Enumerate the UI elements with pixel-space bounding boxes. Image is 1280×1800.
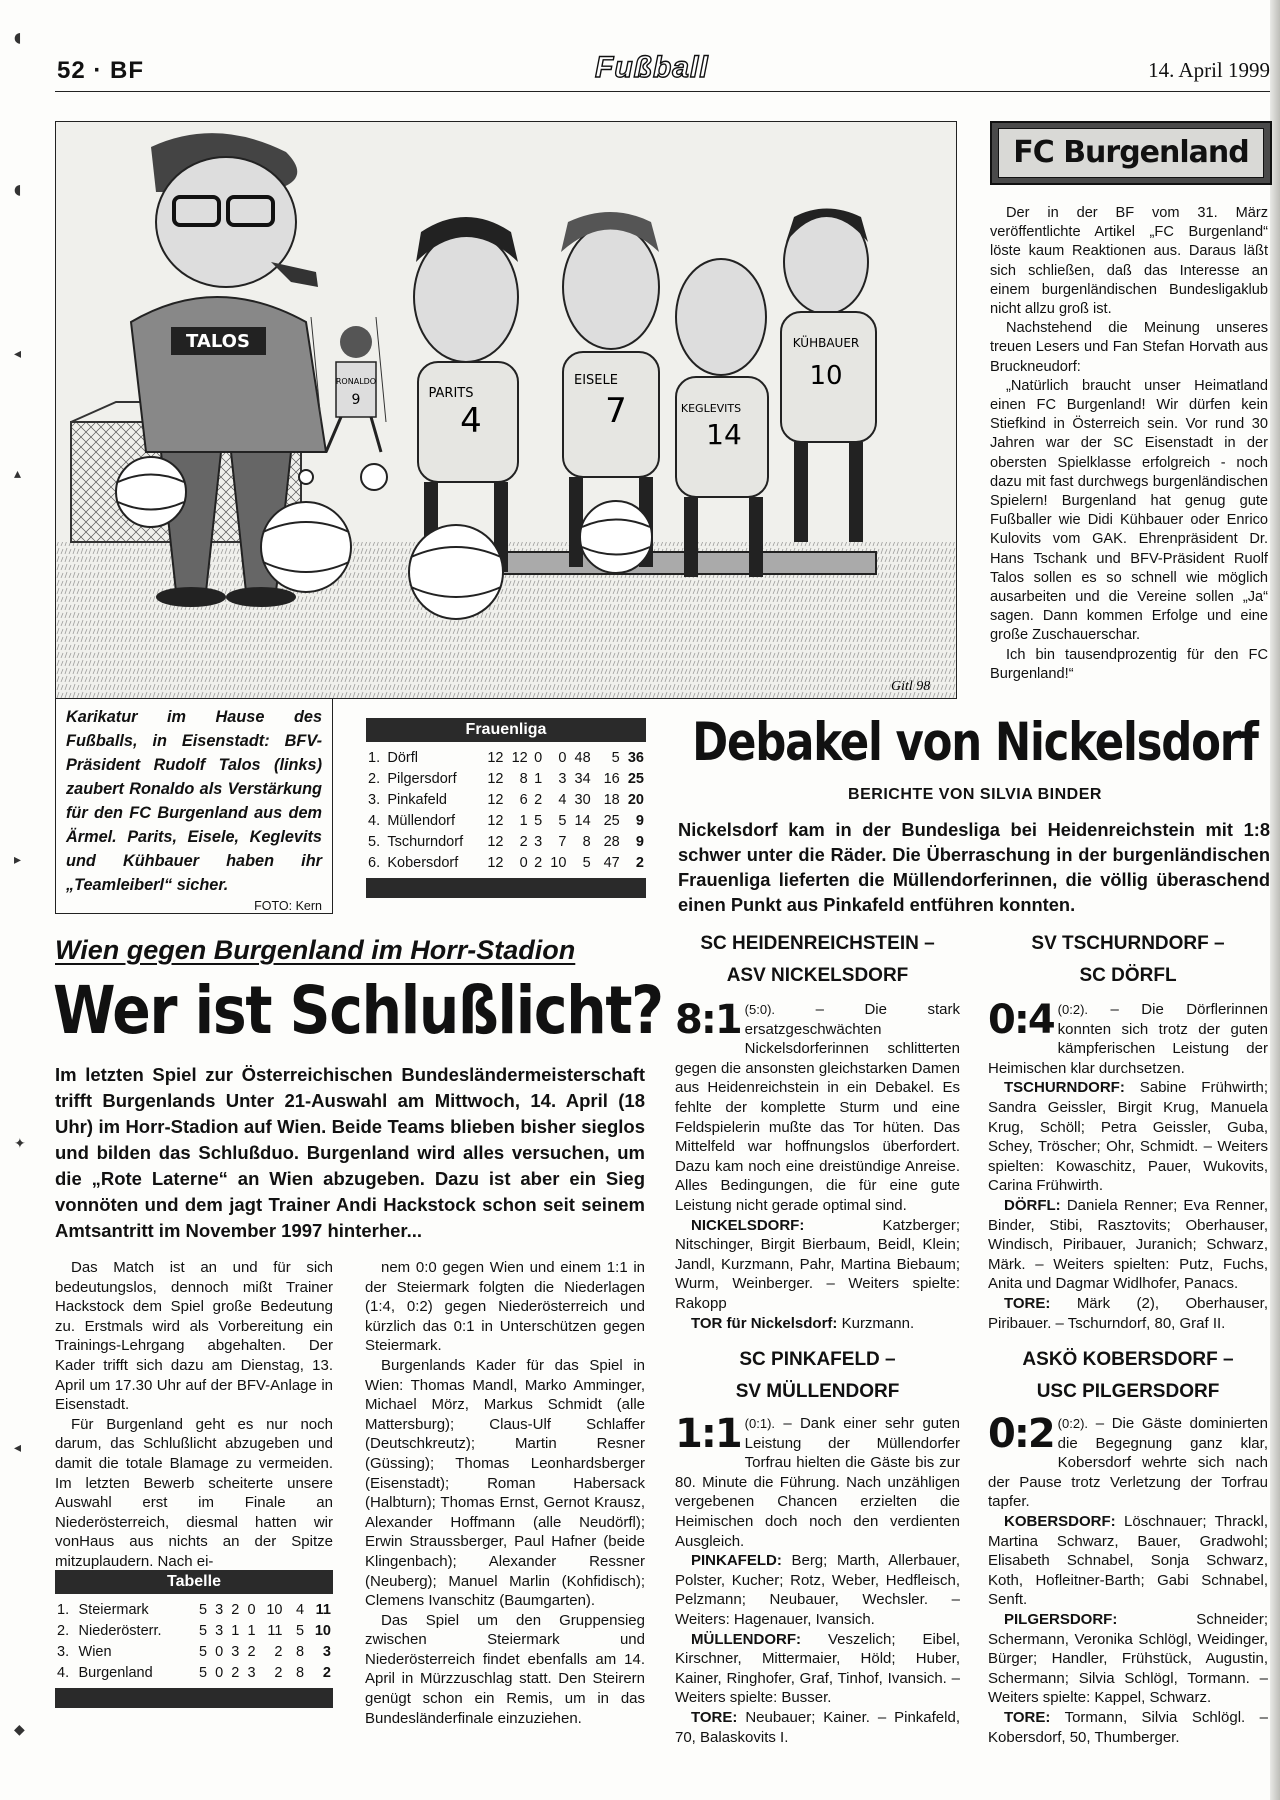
standings-cell: 9 (635, 833, 644, 850)
eisele-number: 7 (605, 391, 627, 431)
article-paragraph: Für Burgenland geht es nur noch darum, das Schlußlicht abzugeben und damit die totale Blamage zu vermeiden. Im letzten Bewerb scheiterte unsere Auswahl erst im Finale an Niederösterreich, diesmal hatten wir vonHaus aus nichts an der Spitze mitzuplaudern. Nach ei- (55, 1415, 333, 1570)
standings-cell: 2. (368, 770, 381, 787)
standings-cell: 10 (550, 854, 567, 871)
standings-cell: 3 (215, 1622, 224, 1639)
standings-cell (593, 810, 598, 831)
standings-cell: 10 (314, 1622, 331, 1639)
standings-row (366, 789, 646, 810)
standings-cell: Wien (78, 1643, 112, 1660)
wien-column-1 (55, 1258, 333, 1572)
standings-cell: 1 (534, 770, 543, 787)
match-2-away: SV MÜLLENDORF (735, 1381, 900, 1402)
match-2-report (675, 1411, 960, 1747)
lineup-label: NICKELSDORF: (691, 1216, 805, 1234)
half-time-score: (5:0). (744, 1002, 776, 1017)
standings-cell: 4 (558, 791, 567, 808)
standings-cell: 2 (322, 1664, 331, 1681)
standings-cell: 0 (215, 1643, 224, 1660)
standings-cell (593, 852, 598, 873)
debakel-headline: Debakel von Nickelsdorf (692, 712, 1258, 773)
standings-cell: 3 (558, 770, 567, 787)
standings-cell: 2 (247, 1643, 256, 1660)
standings-cell (284, 1662, 289, 1683)
half-time-score: (0:2). (1057, 1002, 1089, 1017)
match-4-home: ASKÖ KOBERSDORF – (1022, 1349, 1234, 1370)
cartoon-caption (55, 698, 333, 914)
lineup-text: Tormann, Silvia Schlögl. – Kobersdorf, 50, Thumberger. (988, 1708, 1268, 1746)
article-paragraph: Der in der BF vom 31. März veröffentlichte Artikel „FC Burgenland“ löste kaum Reaktionen aus. Daraus läßt sich schließen, daß das Interesse an einem burgenländischen Bundesligaklub nicht allzu groß ist. (990, 205, 1268, 318)
standings-cell: 14 (574, 812, 591, 829)
article-paragraph: Burgenlands Kader für das Spiel in Wien: Thomas Mandl, Marko Amminger, Michael Mörz, Markus Schmidt (alle Mattersburg); Claus-Ulf Schlaffer (Deutschkreutz); Martin Resner (Güssing); Thomas Leonhardsberger (Eisenstadt); Roman Habersack (Halbturn); Thomas Ernst, Gernot Krausz, Alexander Hoffmann (alle Neudörfl); Erwin Straussberger, Paul Hafner (beide Klingenbach); Alexander Ressner (Neuberg); Manuel Marlin (Kohfidisch); Clemens Ivanschitz (Baumgarten). (365, 1356, 645, 1610)
standings-cell: 11 (267, 1622, 283, 1639)
standings-row (55, 1641, 333, 1662)
fc-burgenland-article (990, 204, 1268, 684)
debakel-lead: Nickelsdorf kam in der Bundesliga bei Heidenreichstein mit 1:8 schwer unter die Räder. Die Überraschung in der burgenländischen Frauenliga lieferten die Müllendorferinnen, die völlig überaschend einen Punkt aus Pinkafeld entführen konnten. (678, 819, 1270, 915)
standings-cell: 3 (534, 833, 543, 850)
match-2-title (675, 1344, 960, 1408)
standings-row (366, 810, 646, 831)
match-3-home: SV TSCHURNDORF – (1031, 933, 1225, 954)
standings-cell: 8 (295, 1664, 305, 1681)
standings-cell: 0 (519, 854, 528, 871)
match-summary (988, 997, 1268, 1078)
standings-cell: 3 (247, 1664, 256, 1681)
standings-row (366, 768, 646, 789)
article-paragraph: Nachstehend die Meinung unseres treuen Lesers und Fan Stefan Horvath aus Bruckneudorf: (990, 320, 1268, 375)
artist-signature: Gitl 98 (891, 679, 931, 694)
binder-hole-mark: ◂ (14, 346, 22, 362)
standings-cell: Steiermark (78, 1601, 149, 1618)
match-score: 0:2 (988, 1411, 1054, 1457)
match-summary (988, 1411, 1268, 1512)
standings-cell: 2. (57, 1622, 70, 1639)
table-footer-bar (55, 1688, 333, 1708)
standings-cell: 2 (274, 1664, 283, 1681)
standings-cell: 36 (627, 749, 644, 766)
standings-cell: 1. (368, 749, 381, 766)
standings-cell: 28 (603, 833, 620, 850)
binder-hole-mark: ◖ (14, 182, 22, 198)
parits-number: 4 (460, 401, 482, 441)
article-paragraph: nem 0:0 gegen Wien und einem 1:1 in der Steiermark folgten die Niederlagen (1:4, 0:2) gegen Niederösterreich und kürzlich das 0:1 in Unterschützen gegen Steiermark. (365, 1259, 645, 1355)
standings-cell: 8 (295, 1643, 305, 1660)
standings-cell: 3 (215, 1601, 224, 1618)
lineup-paragraph (988, 1196, 1268, 1294)
standings-cell: 0 (534, 749, 543, 766)
lineup-text: Schneider; Schermann, Veronika Schlögl, Weidinger, Bürger; Handler, Frühstück, Augustin, Schermann; Silvia Schlögl, Tormann. – Weiters spielte: Kappel, Schwarz. (988, 1610, 1268, 1707)
binder-hole-mark: ◆ (14, 1722, 25, 1738)
lineup-paragraph (988, 1708, 1268, 1747)
standings-cell: 8 (582, 833, 591, 850)
lineup-label: PILGERSDORF: (1004, 1610, 1118, 1628)
wien-kicker: Wien gegen Burgenland im Horr-Stadion (55, 935, 576, 965)
binder-hole-mark: ✦ (14, 1136, 26, 1152)
match-4-title (988, 1344, 1268, 1408)
standings-cell: Dörfl (387, 749, 418, 766)
keglevits-number: 14 (706, 418, 742, 451)
lineup-label: TSCHURNDORF: (1004, 1079, 1125, 1097)
standings-cell: 5 (611, 749, 620, 766)
standings-cell: 4. (57, 1664, 70, 1681)
standings-cell: 12 (487, 812, 504, 829)
standings-cell: 47 (603, 854, 620, 871)
frauenliga-table (366, 718, 646, 898)
standings-cell: 25 (603, 812, 620, 829)
lineup-text: Löschnauer; Thrackl, Martina Schwarz, Bauer, Gradwohl; Elisabeth Schnabel, Sonja Schwarz, Koth, Hofleitner-Barth; Gabi Schnabel, Senft. (988, 1512, 1268, 1609)
cartoon-drawing (56, 122, 956, 698)
lineup-paragraph (675, 1314, 960, 1334)
standings-cell (284, 1599, 289, 1620)
standings-cell: 3. (368, 791, 381, 808)
keglevits-label: KEGLEVITS (680, 402, 742, 415)
match-3-title (988, 928, 1268, 992)
standings-cell: 5 (558, 812, 567, 829)
standings-cell: 20 (627, 791, 644, 808)
ronaldo-number: 9 (351, 392, 361, 408)
fc-burgenland-title: FC Burgenland (998, 128, 1264, 178)
standings-row (366, 852, 646, 873)
lineup-paragraph (988, 1512, 1268, 1610)
page-number: 52 · BF (57, 57, 145, 84)
standings-cell: 3 (322, 1643, 331, 1660)
standings-cell: 11 (315, 1601, 331, 1618)
issue-date: 14. April 1999 (1148, 58, 1270, 82)
lineup-paragraph (988, 1078, 1268, 1196)
standings-row (55, 1620, 333, 1641)
standings-row (366, 831, 646, 852)
lineup-label: TOR für Nickelsdorf: (691, 1314, 838, 1332)
standings-cell: 4. (368, 812, 381, 829)
fc-burgenland-title-box (990, 121, 1272, 185)
lineup-text: Daniela Renner; Eva Renner, Binder, Stibi, Rasztovits; Oberhauser, Windisch, Piribauer, Juranich; Schwarz, Märk. – Weiters spielten: Putz, Fuchs, Anita und Dagmar Widlhofer, Panacs. (988, 1196, 1268, 1293)
lineup-label: PINKAFELD: (691, 1552, 782, 1570)
standings-cell: 6 (519, 791, 528, 808)
tabelle-table (55, 1570, 333, 1708)
lineup-label: KOBERSDORF: (1004, 1512, 1116, 1530)
lineup-label: TORE: (691, 1708, 738, 1726)
caption-text: Karikatur im Hause des Fußballs, in Eisenstadt: BFV-Präsident Rudolf Talos (links) zaubert Ronaldo als Verstärkung für den FC Burgenland aus dem Ärmel. Parits, Eisele, Keglevits und Kühbauer haben ihr „Teamleiberl“ sicher. (66, 708, 322, 894)
standings-cell: Müllendorf (387, 812, 456, 829)
kuehbauer-number: 10 (809, 361, 843, 391)
standings-cell: 12 (487, 833, 504, 850)
standings-cell: 3 (231, 1643, 240, 1660)
lineup-label: TORE: (1004, 1708, 1051, 1726)
standings-cell: 2 (534, 854, 543, 871)
lineup-label: DÖRFL: (1004, 1196, 1061, 1214)
match-4-report (988, 1411, 1268, 1747)
standings-cell (593, 789, 598, 810)
ronaldo-label: RONALDO (335, 377, 377, 386)
match-3-report (988, 997, 1268, 1333)
standings-cell: 8 (519, 770, 528, 787)
standings-cell (284, 1641, 289, 1662)
lineup-text: Märk (2), Oberhauser, Piribauer. – Tschurndorf, 80, Graf II. (988, 1294, 1268, 1332)
lineup-paragraph (675, 1708, 960, 1747)
standings-cell: 2 (519, 833, 528, 850)
table-footer-bar (366, 878, 646, 898)
standings-cell: 2 (231, 1601, 240, 1618)
lineup-text: Veszelich; Eibel, Kirschner, Mittermaier, Höld; Huber, Kainer, Ringhofer, Graf, Tinhof, Ivansich. – Weiters spielte: Busser. (675, 1630, 960, 1707)
standings-cell: 16 (603, 770, 620, 787)
standings-cell: 34 (574, 770, 591, 787)
page-edge-shadow (1270, 0, 1280, 1800)
standings-cell: 12 (487, 770, 504, 787)
standings-row (366, 747, 646, 768)
standings-cell: 4 (295, 1601, 305, 1618)
match-text: – Dank einer sehr guten Leistung der Müllendorfer Torfrau hielten die Gäste bis zur 80. Minute die Führung. Nach unzähligen vergebenen Chancen erzielten die Heimischen doch noch den verdienten Ausgleich. (675, 1415, 960, 1550)
standings-cell: 5 (534, 812, 543, 829)
standings-cell: 1 (519, 812, 528, 829)
standings-cell: Pilgersdorf (387, 770, 457, 787)
standings-cell: 7 (558, 833, 567, 850)
binder-hole-mark: ▴ (14, 466, 22, 482)
tabelle-standings (55, 1599, 333, 1683)
standings-cell (593, 768, 598, 789)
standings-row (55, 1662, 333, 1683)
standings-cell: 5 (295, 1622, 305, 1639)
article-paragraph: Das Match ist an und für sich bedeutungslos, dennoch mißt Trainer Hackstock dem Spiel große Bedeutung zu. Erstmals wird als Vorbereitung ein Trainings-Lehrgang abgehalten. Der Kader trifft sich dazu am Dienstag, 13. April um 17.30 Uhr auf der BFV-Anlage in Eisenstadt. (55, 1259, 333, 1414)
standings-cell: 0 (558, 749, 567, 766)
half-time-score: (0:1). (744, 1416, 776, 1431)
match-1-report (675, 997, 960, 1333)
standings-cell: 3. (57, 1643, 70, 1660)
parits-label: PARITS (428, 386, 474, 401)
match-3-away: SC DÖRFL (1079, 965, 1177, 986)
lineup-label: MÜLLENDORF: (691, 1630, 801, 1648)
standings-cell: 9 (635, 812, 644, 829)
standings-cell: 2 (534, 791, 543, 808)
standings-cell: 18 (603, 791, 620, 808)
match-score: 0:4 (988, 997, 1054, 1043)
lineup-paragraph (675, 1551, 960, 1629)
lineup-paragraph (675, 1216, 960, 1314)
standings-cell: 6. (368, 854, 381, 871)
match-summary (675, 1411, 960, 1551)
standings-cell: 5 (582, 854, 591, 871)
standings-cell: 5 (198, 1664, 208, 1681)
standings-cell: 1 (247, 1622, 256, 1639)
standings-cell: 10 (266, 1601, 283, 1618)
photo-credit: FOTO: Kern (254, 899, 322, 913)
standings-cell: 30 (574, 791, 591, 808)
standings-cell (593, 831, 598, 852)
match-text: – Die Dörflerinnen konnten sich trotz der guten kämpferischen Leistung der Heimischen klar durchsetzen. (988, 1001, 1268, 1077)
standings-cell: 1. (57, 1601, 70, 1618)
match-2-home: SC PINKAFELD – (739, 1349, 896, 1370)
standings-cell: 5 (198, 1622, 208, 1639)
half-time-score: (0:2). (1057, 1416, 1089, 1431)
match-text: – Die stark ersatzgeschwächten Nickelsdorferinnen schlitterten gegen die ansonsten gleichstarken Damen aus Heidenreichstein in ein Debakel. Es fehlte der komplette Sturm und eine Feldspielerin mußte das Tor hüten. Das Mittelfeld war hoffnungslos überfordert. Dazu kam noch eine dreistündige Anreise. Alles Bedingungen, die für eine gute Leistung nicht gerade optimal sind. (675, 1001, 960, 1214)
standings-cell: 0 (215, 1664, 224, 1681)
section-title: Fußball (595, 51, 709, 84)
standings-cell: 12 (511, 749, 528, 766)
standings-cell: 48 (574, 749, 591, 766)
wien-column-2 (365, 1258, 645, 1728)
standings-cell: 12 (487, 854, 504, 871)
standings-cell (593, 747, 598, 768)
wien-lead: Im letzten Spiel zur Österreichischen Bundesländermeisterschaft trifft Burgenlands Unter 21-Auswahl am Mittwoch, 14. April (18 Uhr) im Horr-Stadion auf Wien. Beide Teams blieben bisher sieglos und bilden das Schlußduo. Burgenland wird alles versuchen, um die „Rote Laterne“ an Wien abzugeben. Dazu ist aber ein Sieg vonnöten und dem jagt Trainer Andi Hackstock schon seit seinem Amtsantritt im November 1997 hinterher... (55, 1064, 645, 1241)
standings-cell: 2 (231, 1664, 240, 1681)
match-1-away: ASV NICKELSDORF (726, 965, 909, 986)
tabelle-title: Tabelle (55, 1570, 333, 1594)
standings-cell: Burgenland (78, 1664, 153, 1681)
standings-cell: 5. (368, 833, 381, 850)
lineup-paragraph (988, 1294, 1268, 1333)
standings-cell: 0 (247, 1601, 256, 1618)
lineup-label: TORE: (1004, 1294, 1051, 1312)
match-4-away: USC PILGERSDORF (1036, 1381, 1220, 1402)
standings-cell (284, 1620, 289, 1641)
debakel-byline: BERICHTE VON SILVIA BINDER (848, 786, 1102, 803)
standings-cell: 12 (487, 749, 504, 766)
lineup-text: Katzberger; Nitschinger, Birgit Bierbaum, Beidl, Klein; Jandl, Kurzmann, Pahr, Martina Biebaum; Wurm, Weinberger. – Weiters spielte: Rakopp (675, 1216, 960, 1312)
standings-cell: Niederösterr. (78, 1622, 162, 1639)
frauenliga-standings (366, 747, 646, 873)
standings-cell: 5 (198, 1643, 208, 1660)
lineup-paragraph (988, 1610, 1268, 1708)
match-score: 1:1 (675, 1411, 741, 1457)
cartoon-image (55, 121, 957, 699)
standings-cell: Tschurndorf (387, 833, 464, 850)
standings-row (55, 1599, 333, 1620)
wien-headline: Wer ist Schlußlicht? (53, 972, 663, 1049)
binder-hole-mark: ◂ (14, 1440, 22, 1456)
standings-cell: Pinkafeld (387, 791, 447, 808)
standings-cell: 2 (635, 854, 644, 871)
page-header (55, 51, 1270, 92)
lineup-text: Neubauer; Kainer. – Pinkafeld, 70, Balaskovits I. (675, 1708, 960, 1746)
standings-cell: 12 (487, 791, 504, 808)
standings-cell: Kobersdorf (387, 854, 459, 871)
match-summary (675, 997, 960, 1216)
standings-cell: 25 (627, 770, 644, 787)
match-1-title (675, 928, 960, 992)
match-text: – Die Gäste dominierten die Begegnung ganz klar, Kobersdorf wehrte sich nach der Pause trotz Verletzung der Torfrau tapfer. (988, 1415, 1268, 1511)
kuehbauer-label: KÜHBAUER (792, 336, 860, 350)
frauenliga-title: Frauenliga (366, 718, 646, 742)
lineup-text: Berg; Marth, Allerbauer, Polster, Kucher; Rotz, Weber, Hedfleisch, Pelzmann; Neubauer, Wechsler. – Weiters: Hagenauer, Ivansich. (675, 1552, 960, 1628)
article-paragraph: Das Spiel um den Gruppensieg zwischen Steiermark und Niederösterreich findet ebenfalls am 14. April in Mürzzuschlag statt. Den Steirern genügt schon ein Remis, um in das Bundesländerfinale einzuziehen. (365, 1611, 645, 1727)
lineup-text: Sabine Frühwirth; Sandra Geissler, Birgit Krug, Manuela Krug, Schöll; Petra Geissler, Guba, Schey, Tröscher; Ohr, Schmidt. – Weiters spielten: Kowaschitz, Pauer, Wukovits, Carina Frühwirth. (988, 1079, 1268, 1195)
article-paragraph: „Natürlich braucht unser Heimatland einen FC Burgenland! Wir dürfen kein Stiefkind in Österreich sein. Vor rund 30 Jahren war der SC Eisenstadt in der obersten Spielklasse erfolgreich - noch dazu mit fast durchwegs burgenländischen Spielern! Burgenland hat genug gute Fußballer wie Didi Kühbauer oder Enrico Kulovits vom GAK. Ehrenpräsident Dr. Hans Tschank und BFV-Präsident Ruolf Talos sollen es so schnell wie möglich ausarbeiten und die Vereine sollen „Ja“ sagen. Dann kommen Erfolge und eine große Zuschauerschar. (990, 377, 1268, 644)
match-score: 8:1 (675, 997, 741, 1043)
binder-hole-mark: ◖ (14, 30, 22, 46)
binder-hole-mark: ▸ (14, 852, 22, 868)
article-paragraph: Ich bin tausendprozentig für den FC Burgenland!“ (990, 646, 1268, 682)
eisele-label: EISELE (574, 373, 618, 388)
standings-cell: 2 (274, 1643, 283, 1660)
lineup-paragraph (675, 1630, 960, 1708)
standings-cell: 1 (231, 1622, 240, 1639)
match-1-home: SC HEIDENREICHSTEIN – (700, 933, 935, 954)
standings-cell: 5 (198, 1601, 208, 1618)
lineup-text: Kurzmann. (841, 1314, 915, 1332)
talos-shirt-label: TALOS (186, 331, 250, 352)
